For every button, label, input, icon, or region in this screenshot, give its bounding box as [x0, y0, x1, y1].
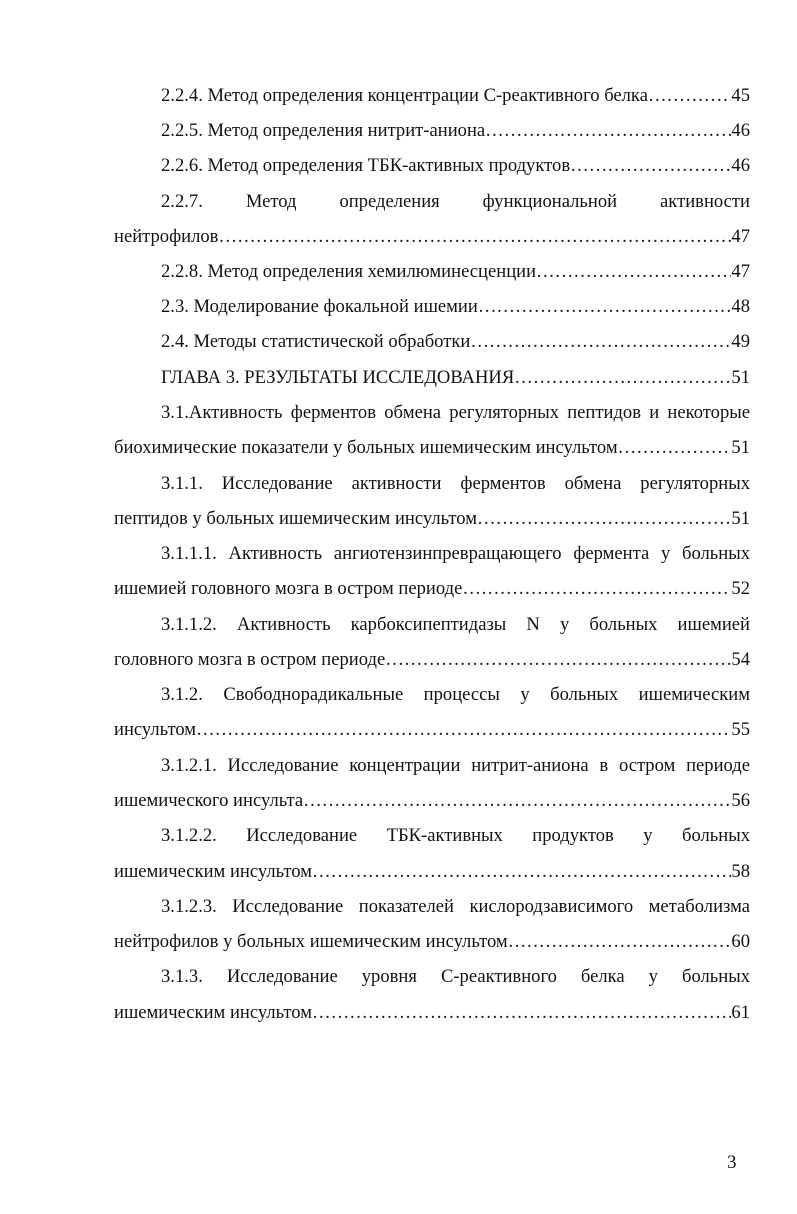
toc-entry: [114, 222, 750, 252]
toc-entry: [161, 327, 750, 357]
toc-leader: [462, 574, 731, 604]
toc-entry: [114, 433, 750, 463]
toc-entry-page: 54: [731, 649, 750, 670]
toc-leader: [218, 222, 731, 252]
toc-leader: [514, 363, 731, 393]
toc-entry-page: 46: [731, 155, 750, 176]
toc-entry-title: 2.2.5. Метод определения нитрит-аниона: [161, 120, 486, 141]
toc-leader: [312, 857, 731, 887]
toc-entry-line1: 3.1.1. Исследование активности ферментов обмена регуляторных: [161, 473, 750, 494]
toc-entry-line1: 3.1.2.1. Исследование концентрации нитрит-аниона в остром периоде: [161, 755, 750, 776]
toc-entry-title: 2.2.6. Метод определения ТБК-активных продуктов: [161, 155, 571, 176]
toc-entry: [114, 645, 750, 675]
toc-entry: [161, 151, 750, 181]
toc-entry: [114, 927, 750, 957]
toc-leader: [648, 81, 731, 111]
toc-entry-title: ишемического инсульта: [114, 790, 304, 811]
toc-entry: [161, 292, 750, 322]
toc-entry-title: 2.3. Моделирование фокальной ишемии: [161, 296, 478, 317]
toc-entry-title: 2.2.4. Метод определения концентрации С-реактивного белка: [161, 85, 648, 106]
toc-entry-line1: 3.1.1.1. Активность ангиотензинпревращающего фермента у больных: [161, 543, 750, 564]
toc-entry-title: пептидов у больных ишемическим инсультом: [114, 508, 478, 529]
toc-entry: [161, 257, 750, 287]
toc-leader: [508, 927, 732, 957]
toc-leader: [385, 645, 731, 675]
page-number: 3: [727, 1152, 737, 1173]
toc-leader: [478, 292, 732, 322]
toc-entry-line1: 3.1.2. Свободнорадикальные процессы у больных ишемическим: [161, 684, 750, 705]
toc-entry: [114, 998, 750, 1028]
toc-entry-title: нейтрофилов: [114, 226, 219, 247]
toc-entry-line1: 3.1.2.3. Исследование показателей кислородзависимого метаболизма: [161, 896, 750, 917]
toc-leader: [312, 998, 731, 1028]
toc-entry-title: 2.4. Методы статистической обработки: [161, 331, 471, 352]
toc-leader: [196, 715, 731, 745]
toc-entry-page: 48: [731, 296, 750, 317]
toc-entry: [114, 574, 750, 604]
toc-entry-line1: 3.1.2.2. Исследование ТБК-активных продуктов у больных: [161, 825, 750, 846]
toc-chapter: [161, 363, 750, 393]
toc-entry-title: 2.2.8. Метод определения хемилюминесценции: [161, 261, 537, 282]
toc-entry-page: 45: [731, 85, 750, 106]
toc-entry: [114, 786, 750, 816]
toc-entry-page: 51: [731, 437, 750, 458]
toc-entry-page: 61: [731, 1002, 750, 1023]
toc-entry: [114, 504, 750, 534]
toc-entry-page: 46: [731, 120, 750, 141]
toc-entry-title: головного мозга в остром периоде: [114, 649, 386, 670]
toc-entry: [161, 116, 750, 146]
toc-entry-page: 51: [731, 367, 750, 388]
toc-entry: [161, 81, 750, 111]
toc-leader: [570, 151, 731, 181]
toc-leader: [303, 786, 731, 816]
toc-entry-line1: 3.1.Активность ферментов обмена регуляторных пептидов и некоторые: [161, 402, 750, 423]
toc-entry-title: ишемией головного мозга в остром периоде: [114, 578, 463, 599]
toc-leader: [485, 116, 731, 146]
toc-entry-page: 49: [731, 331, 750, 352]
toc-entry-title: нейтрофилов у больных ишемическим инсультом: [114, 931, 508, 952]
toc-entry-page: 47: [731, 261, 750, 282]
toc-entry-page: 51: [731, 508, 750, 529]
toc-entry-page: 47: [731, 226, 750, 247]
toc-entry-page: 58: [731, 861, 750, 882]
toc-leader: [470, 327, 731, 357]
toc-entry-line1: 3.1.1.2. Активность карбоксипептидазы N у больных ишемией: [161, 614, 750, 635]
toc-entry-title: инсультом: [114, 719, 197, 740]
toc-entry: [114, 857, 750, 887]
toc-leader: [477, 504, 731, 534]
toc-leader: [536, 257, 731, 287]
toc-entry-title: биохимические показатели у больных ишемическим инсультом: [114, 437, 618, 458]
toc-entry-page: 52: [731, 578, 750, 599]
toc-entry-line1: 3.1.3. Исследование уровня С-реактивного белка у больных: [161, 966, 750, 987]
toc-entry: [114, 715, 750, 745]
toc-entry-title: ишемическим инсультом: [114, 1002, 312, 1023]
toc-entry-page: 60: [731, 931, 750, 952]
toc-entry-page: 55: [731, 719, 750, 740]
toc-entry-title: ишемическим инсультом: [114, 861, 312, 882]
toc-entry-title: ГЛАВА 3. РЕЗУЛЬТАТЫ ИССЛЕДОВАНИЯ: [161, 367, 515, 388]
toc-leader: [618, 433, 732, 463]
toc-entry-line1: 2.2.7. Метод определения функциональной активности: [161, 191, 750, 212]
toc-entry-page: 56: [731, 790, 750, 811]
